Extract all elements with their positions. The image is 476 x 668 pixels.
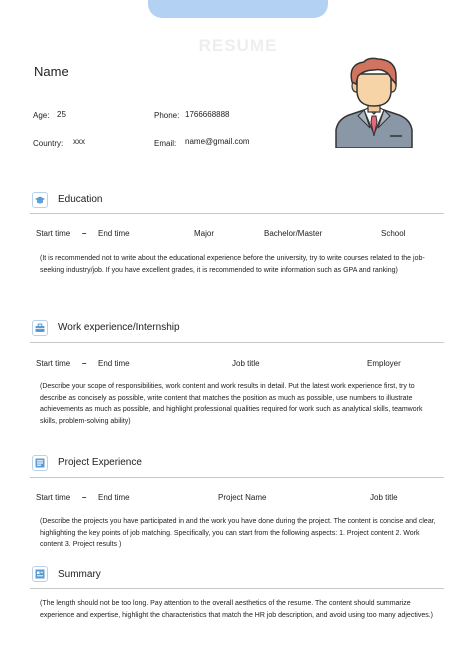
email-label: Email: xyxy=(154,139,177,148)
section-title-education: Education xyxy=(58,194,103,205)
section-title-project: Project Experience xyxy=(58,457,142,468)
column-start-time: Start time xyxy=(36,359,71,368)
country-value: xxx xyxy=(73,137,85,146)
project-description: (Describe the projects you have participated in and the work you have done during the project. The content is concise and clear, highlighting the key points of job matching. Specifically, you can start from the following aspects: 1. Project content 2. Work content 3. Project results ) xyxy=(40,518,436,548)
country-label: Country: xyxy=(33,139,64,148)
column-employer: Employer xyxy=(367,359,401,368)
column-dash: – xyxy=(82,359,87,368)
column-end-time: End time xyxy=(98,493,130,502)
section-title-summary: Summary xyxy=(58,569,101,580)
resume-watermark: RESUME xyxy=(198,36,278,55)
email-value: name@gmail.com xyxy=(185,137,250,146)
column-dash: – xyxy=(82,493,87,502)
column-degree: Bachelor/Master xyxy=(264,229,323,238)
section-title-work: Work experience/Internship xyxy=(58,322,180,333)
candidate-name: Name xyxy=(34,64,69,79)
avatar xyxy=(334,56,414,148)
phone-value: 1766668888 xyxy=(185,110,230,119)
column-end-time: End time xyxy=(98,229,130,238)
summary-description: (The length should not be too long. Pay attention to the overall aesthetics of the resume. The content should summarize experience and expertise, highlight the characteristics that match the HR job description, and avoid using too many adjectives.) xyxy=(40,600,433,619)
section-divider xyxy=(30,213,444,214)
project-icon xyxy=(32,455,48,471)
summary-icon xyxy=(32,566,48,582)
phone-label: Phone: xyxy=(154,111,180,120)
work-description: (Describe your scope of responsibilities, work content and work results in detail. Put the latest work experience first, try to describe as concisely as possible, write content that matches the position as much as possible, use numbers to illustrate achievements as much as possible, and highlight professional qualities required for work such as analytical skills, teamwork skills, problem-solving ability) xyxy=(40,383,423,425)
graduation-cap-icon xyxy=(32,192,48,208)
age-label: Age: xyxy=(33,111,50,120)
section-divider xyxy=(30,477,444,478)
briefcase-icon xyxy=(32,320,48,336)
age-value: 25 xyxy=(57,110,66,119)
column-job-title: Job title xyxy=(370,493,398,502)
column-school: School xyxy=(381,229,406,238)
education-description: (It is recommended not to write about the educational experience before the university, try to write courses related to the job-seeking industry/job. If you have excellent grades, it is recommended to write information such as GPA and ranking) xyxy=(40,255,425,274)
column-start-time: Start time xyxy=(36,229,71,238)
column-job-title: Job title xyxy=(232,359,260,368)
section-divider xyxy=(30,342,444,343)
column-start-time: Start time xyxy=(36,493,71,502)
column-major: Major xyxy=(194,229,215,238)
header-tab xyxy=(148,0,328,18)
column-end-time: End time xyxy=(98,359,130,368)
column-dash: – xyxy=(82,229,87,238)
column-project-name: Project Name xyxy=(218,493,267,502)
person-avatar-icon xyxy=(334,56,414,148)
section-divider xyxy=(30,588,444,589)
